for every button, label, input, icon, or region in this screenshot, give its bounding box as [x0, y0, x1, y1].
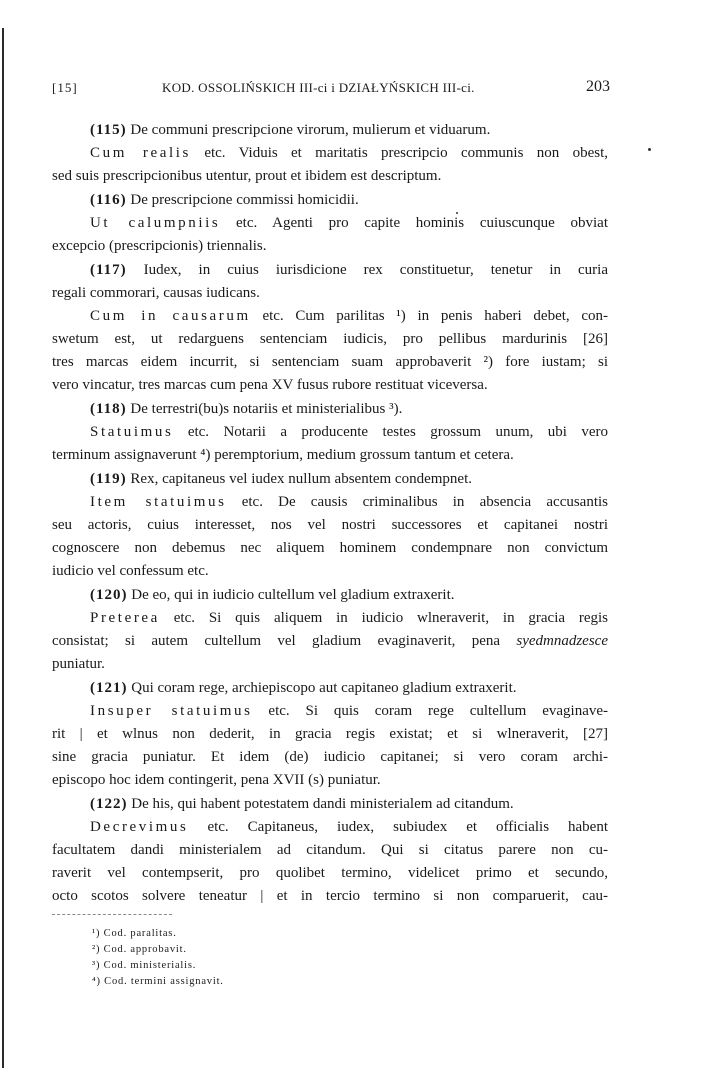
page-header	[52, 78, 610, 98]
section-heading	[52, 677, 608, 700]
section-title: De communi pre	[130, 122, 232, 138]
section-heading	[52, 584, 608, 607]
section-heading	[52, 793, 608, 816]
section-number: (121)	[90, 680, 128, 696]
footnotes	[92, 926, 224, 990]
paragraph-line	[52, 607, 608, 630]
section-title: Qui coram rege, archiepiscopo aut capitaneo gladium extraxerit.	[131, 680, 517, 696]
paragraph-line: swetum est, ut redarguens sentenciam iudicis, pro pellibus mardurinis [26]	[52, 331, 608, 347]
section-number: (118)	[90, 401, 127, 417]
paragraph-line: raverit vel contempserit, pro quolibet termino, videlicet primo et secundo,	[52, 865, 608, 881]
main-text	[52, 118, 608, 908]
scan-speck	[456, 212, 458, 214]
scan-edge	[2, 28, 4, 1068]
incipit: Item statuimus	[90, 494, 227, 510]
section-title: De his, qui habent potestatem dandi ministerialem ad citandum.	[131, 796, 514, 812]
paragraph-line: vero vincatur, tres marcas cum pena XV fusus rubore restituat viceversa.	[52, 377, 488, 393]
footnote: ¹) Cod. paralitas.	[92, 928, 177, 939]
incipit: Decrevimus	[90, 819, 189, 835]
italic-term: syedmnadzesce	[516, 633, 608, 649]
section-heading	[52, 119, 608, 142]
line-text: etc. Si quis aliquem in iudicio wlneraverit, in gracia regis	[173, 610, 609, 626]
paragraph-line: octo scotos solvere teneatur | et in tercio termino si non comparuerit, cau-	[52, 888, 608, 904]
paragraph-line: puniatur.	[52, 656, 105, 672]
footnote: ³) Cod. ministerialis.	[92, 960, 197, 971]
paragraph-line: excepcio (prescripcionis) triennalis.	[52, 238, 267, 254]
section-title: De prescripcione commissi homicidii.	[130, 192, 359, 208]
incipit: Ut calumpniis	[90, 215, 221, 231]
paragraph-line	[52, 491, 608, 514]
section-title: De terrestri(bu)s notariis et ministerialibus ³).	[130, 401, 403, 417]
line-text: etc. Cum parilitas ¹) in penis haberi debet, con-	[262, 308, 608, 324]
incipit: Insuper statuimus	[90, 703, 253, 719]
paragraph-line	[52, 212, 608, 235]
line-text: etc. Capitaneus, iudex, subiudex et officialis habent	[207, 819, 608, 835]
section-heading	[52, 468, 608, 491]
paragraph-line: sine gracia puniatur. Et idem (de) iudicio capitanei; si vero coram archi-	[52, 749, 608, 765]
section-number: (117)	[90, 262, 127, 278]
page-number-right: 203	[586, 78, 610, 95]
line-text: etc. Notarii a producente testes grossum unum, ubi vero	[187, 424, 608, 440]
scan-speck	[648, 148, 651, 151]
line-text: etc. Viduis et maritatis prescripcio communis non obest,	[204, 145, 608, 161]
section-heading	[52, 189, 608, 212]
paragraph-line: rit | et wlnus non dederit, in gracia regis existat; et si wlneraverit, [27]	[52, 726, 608, 742]
footnote: ⁴) Cod. termini assignavit.	[92, 976, 224, 987]
section-number: (122)	[90, 796, 128, 812]
section-heading	[52, 259, 608, 282]
paragraph-line	[52, 700, 608, 723]
paragraph-line: iudicio vel confessum etc.	[52, 563, 209, 579]
paragraph-line	[52, 816, 608, 839]
line-text: etc. De causis criminalibus in absencia accusantis	[241, 494, 609, 510]
section-number: (120)	[90, 587, 128, 603]
incipit: Cum in causarum	[90, 308, 251, 324]
paragraph-line: seu actoris, cuius interesset, nos vel nostri successores et capitanei nostri	[52, 517, 608, 533]
paragraph-line	[52, 630, 608, 653]
paragraph-line: terminum assignaverunt ⁴) peremptorium, medium grossum tantum et cetera.	[52, 447, 514, 463]
section-heading	[52, 398, 608, 421]
paragraph-line: cognoscere non debemus nec aliquem hominem condempnare non convictum	[52, 540, 608, 556]
footnote-separator	[52, 914, 172, 915]
section-title: Rex, capitaneus vel iudex nullum absentem condempnet.	[130, 471, 472, 487]
footnote: ²) Cod. approbavit.	[92, 944, 187, 955]
running-title: KOD. OSSOLIŃSKICH III-ci i DZIAŁYŃSKICH III-ci.	[162, 80, 475, 95]
section-number: (116)	[90, 192, 127, 208]
paragraph-line: tres marcas eidem incurrit, si sentenciam suam approbaverit ²) fore iustam; si	[52, 354, 608, 370]
paragraph-line: facultatem dandi ministerialem ad citandum. Qui si citatus parere non cu-	[52, 842, 608, 858]
line-text: etc. Si quis coram rege cultellum evaginave-	[268, 703, 608, 719]
incipit: Preterea	[90, 610, 160, 626]
incipit: Cum realis	[90, 145, 191, 161]
page-number-left: [15]	[52, 80, 78, 95]
section-title: De eo, qui in iudicio cultellum vel gladium extraxerit.	[131, 587, 455, 603]
incipit: Statuimus	[90, 424, 174, 440]
section-title-line: regali commorari, causas iudicans.	[52, 285, 260, 301]
section-number: (115)	[90, 122, 127, 138]
paragraph-line	[52, 305, 608, 328]
paragraph-line	[52, 421, 608, 444]
paragraph-line: sed suis prescripcionibus utentur, prout et ibidem est descriptum.	[52, 168, 442, 184]
section-title: Iudex, in cuius iurisdicione rex constituetur, tenetur in curia	[143, 262, 608, 278]
paragraph-line: episcopo hoc idem contingerit, pena XVII (s) puniatur.	[52, 772, 381, 788]
paragraph-line	[52, 142, 608, 165]
section-number: (119)	[90, 471, 127, 487]
section-title: scripcione virorum, mulierum et viduarum.	[231, 122, 491, 138]
line-text: etc. Agenti pro capite hominis cuiuscunque obviat	[236, 215, 608, 231]
line-text: consistat; si autem cultellum vel gladium evaginaverit, pena	[52, 633, 501, 649]
